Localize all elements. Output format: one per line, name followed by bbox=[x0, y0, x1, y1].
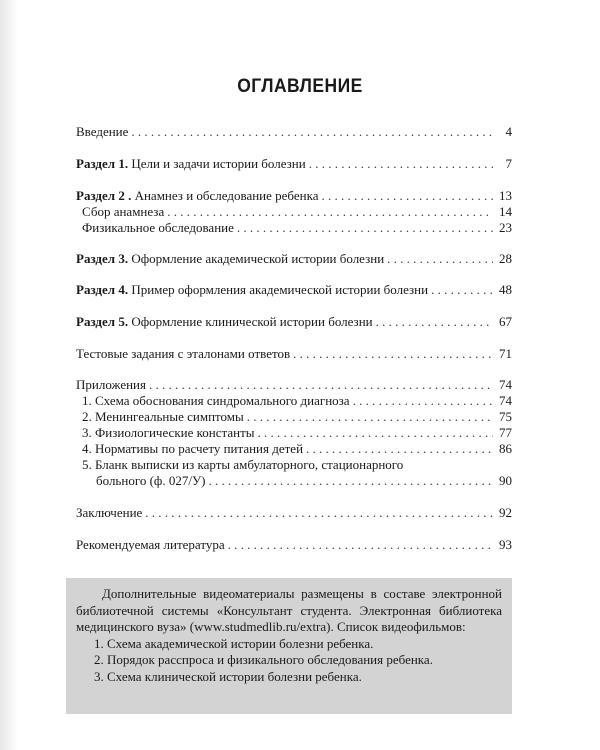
toc-entry-text: Тестовые задания с эталонами ответов bbox=[76, 346, 291, 361]
toc-subentry-anamnesis[interactable] bbox=[82, 204, 512, 220]
toc-entry-section-4[interactable] bbox=[76, 282, 512, 298]
toc-entry-text: 2. Менингеальные симптомы bbox=[82, 409, 244, 424]
toc-page-number: 75 bbox=[499, 409, 512, 424]
toc-subentry-appendix-5[interactable] bbox=[96, 473, 512, 489]
toc-entry-section-5[interactable] bbox=[76, 314, 512, 330]
page-edge-shadow bbox=[0, 0, 18, 750]
dot-leader bbox=[258, 425, 494, 441]
toc-entry-introduction[interactable] bbox=[76, 124, 512, 140]
toc-subentry-physical-exam[interactable] bbox=[82, 220, 512, 236]
video-list-item: 2. Порядок расспроса и физикального обследования ребенка. bbox=[94, 652, 433, 667]
toc-page-number: 93 bbox=[499, 537, 512, 552]
dot-leader bbox=[306, 441, 493, 457]
dot-leader bbox=[247, 409, 493, 425]
toc-page-number: 23 bbox=[499, 220, 512, 235]
video-list bbox=[76, 636, 502, 686]
toc-entry-tests[interactable] bbox=[76, 346, 512, 362]
toc-subentry-appendix-5-line-1[interactable]: 5. Бланк выписки из карты амбулаторного, стационарного bbox=[82, 457, 404, 472]
toc-page-number: 90 bbox=[499, 473, 512, 488]
toc-entry-text: Оформление академической истории болезни bbox=[128, 251, 385, 266]
toc-page-number: 74 bbox=[499, 377, 512, 392]
dot-leader bbox=[309, 156, 493, 172]
toc-entry-text: Пример оформления академической истории болезни bbox=[128, 282, 429, 297]
dot-leader bbox=[387, 251, 493, 267]
dot-leader bbox=[167, 204, 493, 220]
toc-entry-text: Цели и задачи истории болезни bbox=[128, 156, 306, 171]
dot-leader bbox=[208, 473, 493, 489]
page-title: ОГЛАВЛЕНИЕ bbox=[237, 76, 363, 97]
toc-entry-text: Введение bbox=[76, 124, 129, 139]
toc-page-number: 7 bbox=[505, 156, 512, 171]
toc-entry-literature[interactable] bbox=[76, 537, 512, 553]
toc-entry-text: 1. Схема обоснования синдромального диагноза bbox=[82, 393, 350, 408]
toc-entry-text: Заключение bbox=[76, 505, 143, 520]
dot-leader bbox=[376, 314, 493, 330]
toc-entry-conclusion[interactable] bbox=[76, 505, 512, 521]
dot-leader bbox=[293, 346, 493, 362]
toc-page-number: 13 bbox=[499, 188, 512, 203]
video-materials-text: Дополнительные видеоматериалы размещены в составе электронной библиотечной системы «Консультант студента. Электронная библиотека медицинского вуза» (www.studmedlib.ru/extra). Список видеофильмов: bbox=[76, 586, 502, 634]
section-prefix: Раздел 2 . bbox=[76, 188, 132, 203]
toc-entry-text: Анамнез и обследование ребенка bbox=[131, 188, 319, 203]
toc-page-number: 92 bbox=[499, 505, 512, 520]
toc-page-number: 14 bbox=[499, 204, 512, 219]
toc-subentry-appendix-3[interactable] bbox=[82, 425, 512, 441]
toc-page-number: 4 bbox=[505, 124, 512, 139]
section-prefix: Раздел 1. bbox=[76, 156, 129, 171]
toc-page-number: 77 bbox=[499, 425, 512, 440]
dot-leader bbox=[321, 188, 493, 204]
video-materials-box bbox=[66, 578, 512, 714]
video-list-item: 3. Схема клинической истории болезни ребенка. bbox=[94, 668, 362, 684]
section-prefix: Раздел 3. bbox=[76, 251, 129, 266]
toc-entry-text: 4. Нормативы по расчету питания детей bbox=[82, 441, 304, 456]
toc-entry-text: Оформление клинической истории болезни bbox=[128, 314, 373, 329]
toc-entry-section-1[interactable] bbox=[76, 156, 512, 172]
toc-subentry-appendix-4[interactable] bbox=[82, 441, 512, 457]
toc-entry-section-2[interactable] bbox=[76, 188, 512, 204]
dot-leader bbox=[228, 537, 493, 553]
toc-page-number: 28 bbox=[499, 251, 512, 266]
toc-entry-text: Сбор анамнеза bbox=[82, 204, 165, 219]
dot-leader bbox=[149, 377, 493, 393]
toc-page-number: 86 bbox=[499, 441, 512, 456]
toc-page-number: 67 bbox=[499, 314, 512, 329]
toc-page-number: 74 bbox=[499, 393, 512, 408]
toc-subentry-appendix-1[interactable] bbox=[82, 393, 512, 409]
toc-entry-text: больного (ф. 027/У) bbox=[96, 473, 206, 488]
toc-entry-text: Физикальное обследование bbox=[82, 220, 234, 235]
dot-leader bbox=[131, 124, 493, 140]
toc-page-number: 71 bbox=[499, 346, 512, 361]
dot-leader bbox=[353, 393, 493, 409]
dot-leader bbox=[237, 220, 493, 236]
toc-entry-appendices[interactable] bbox=[76, 377, 512, 393]
toc-page-number: 48 bbox=[499, 282, 512, 297]
section-prefix: Раздел 4. bbox=[76, 282, 129, 297]
dot-leader bbox=[145, 505, 493, 521]
dot-leader bbox=[431, 282, 493, 298]
toc-entry-text: Приложения bbox=[76, 377, 146, 392]
section-prefix: Раздел 5. bbox=[76, 314, 129, 329]
video-list-item: 1. Схема академической истории болезни ребенка. bbox=[94, 635, 374, 651]
toc-subentry-appendix-2[interactable] bbox=[82, 409, 512, 425]
toc-entry-section-3[interactable] bbox=[76, 251, 512, 267]
toc-entry-text: 3. Физиологические константы bbox=[82, 425, 255, 440]
toc-entry-text: Рекомендуемая литература bbox=[76, 537, 225, 552]
